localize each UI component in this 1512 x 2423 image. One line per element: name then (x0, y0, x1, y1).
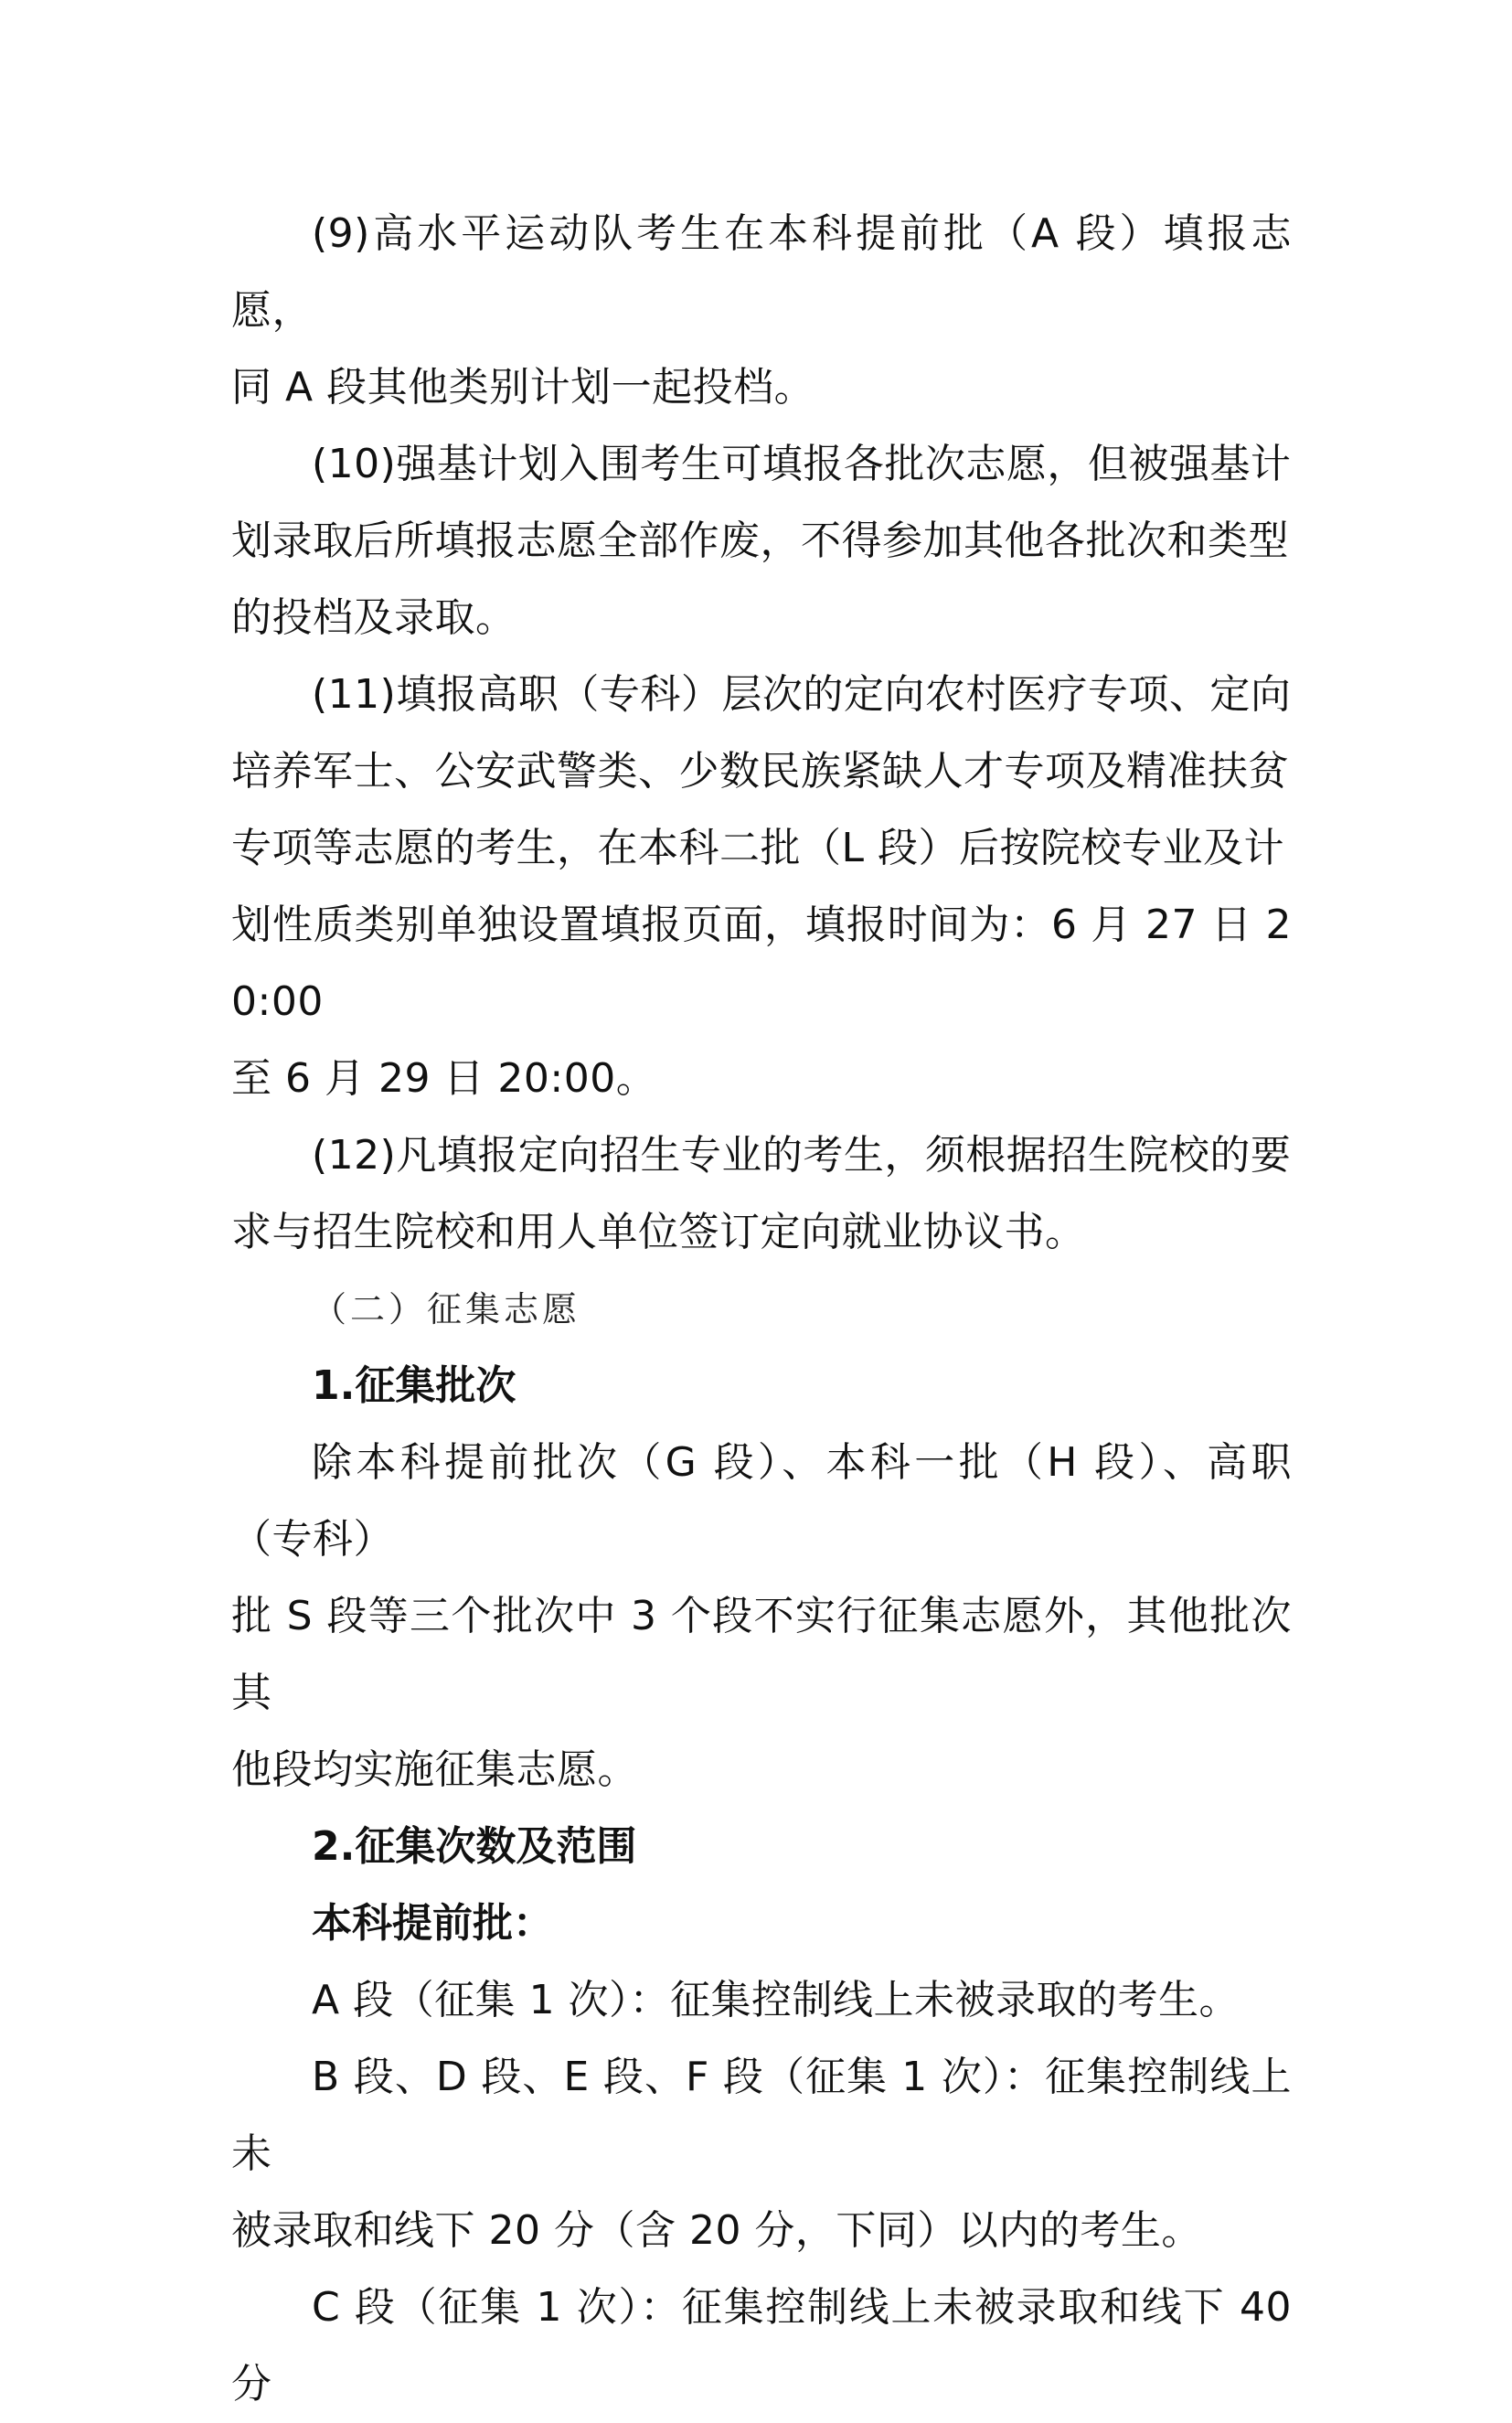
paragraph-line: C 段（征集 1 次）：征集控制线上未被录取和线下 40 分 (231, 2284, 1292, 2407)
document-body (231, 196, 1292, 2423)
paragraph-segment-bdef (231, 2039, 1292, 2269)
paragraph-line: (9)高水平运动队考生在本科提前批（A 段）填报志愿， (231, 210, 1292, 334)
paragraph-line: 除本科提前批次（G 段）、本科一批（H 段）、高职（专科） (231, 1439, 1292, 1563)
paragraph-line: 划性质类别单独设置填报页面，填报时间为：6 月 27 日 20:00 (231, 902, 1292, 1025)
paragraph-line: 划录取后所填报志愿全部作废，不得参加其他各批次和类型 (231, 518, 1289, 564)
paragraph-line: 他段均实施征集志愿。 (231, 1746, 638, 1793)
paragraph-item-10 (231, 426, 1292, 656)
paragraph-line: 的投档及录取。 (231, 594, 516, 641)
paragraph-item-12 (231, 1117, 1292, 1271)
paragraph-line: (12)凡填报定向招生专业的考生，须根据招生院校的要 (312, 1132, 1292, 1179)
subheading-early-batch: 本科提前批： (312, 1900, 553, 1947)
subheading-batches: 1.征集批次 (312, 1362, 516, 1409)
paragraph-line: 同 A 段其他类别计划一起投档。 (231, 364, 815, 411)
paragraph-line: A 段（征集 1 次）：征集控制线上未被录取的考生。 (312, 1977, 1240, 2023)
paragraph-item-9 (231, 196, 1292, 426)
paragraph-batches (231, 1425, 1292, 1809)
paragraph-line: 批 S 段等三个批次中 3 个段不实行征集志愿外，其他批次其 (231, 1593, 1292, 1716)
paragraph-line: 培养军士、公安武警类、少数民族紧缺人才专项及精准扶贫 (231, 748, 1289, 795)
paragraph-line: B 段、D 段、E 段、F 段（征集 1 次）：征集控制线上未 (231, 2054, 1292, 2177)
paragraph-line: 至 6 月 29 日 20:00。 (231, 1055, 657, 1102)
subheading-count-scope: 2.征集次数及范围 (312, 1823, 637, 1870)
paragraph-line: 专项等志愿的考生，在本科二批（L 段）后按院校专业及计 (231, 825, 1284, 871)
paragraph-line: (11)填报高职（专科）层次的定向农村医疗专项、定向 (312, 671, 1292, 718)
paragraph-segment-c (231, 2269, 1292, 2423)
section-heading: （二）征集志愿 (312, 1289, 581, 1329)
paragraph-segment-a (231, 1962, 1292, 2039)
paragraph-line: 被录取和线下 20 分（含 20 分，下同）以内的考生。 (231, 2207, 1202, 2254)
paragraph-line: (10)强基计划入围考生可填报各批次志愿，但被强基计 (312, 441, 1292, 487)
paragraph-item-11 (231, 656, 1292, 1117)
paragraph-line: 求与招生院校和用人单位签订定向就业协议书。 (231, 1209, 1086, 1255)
